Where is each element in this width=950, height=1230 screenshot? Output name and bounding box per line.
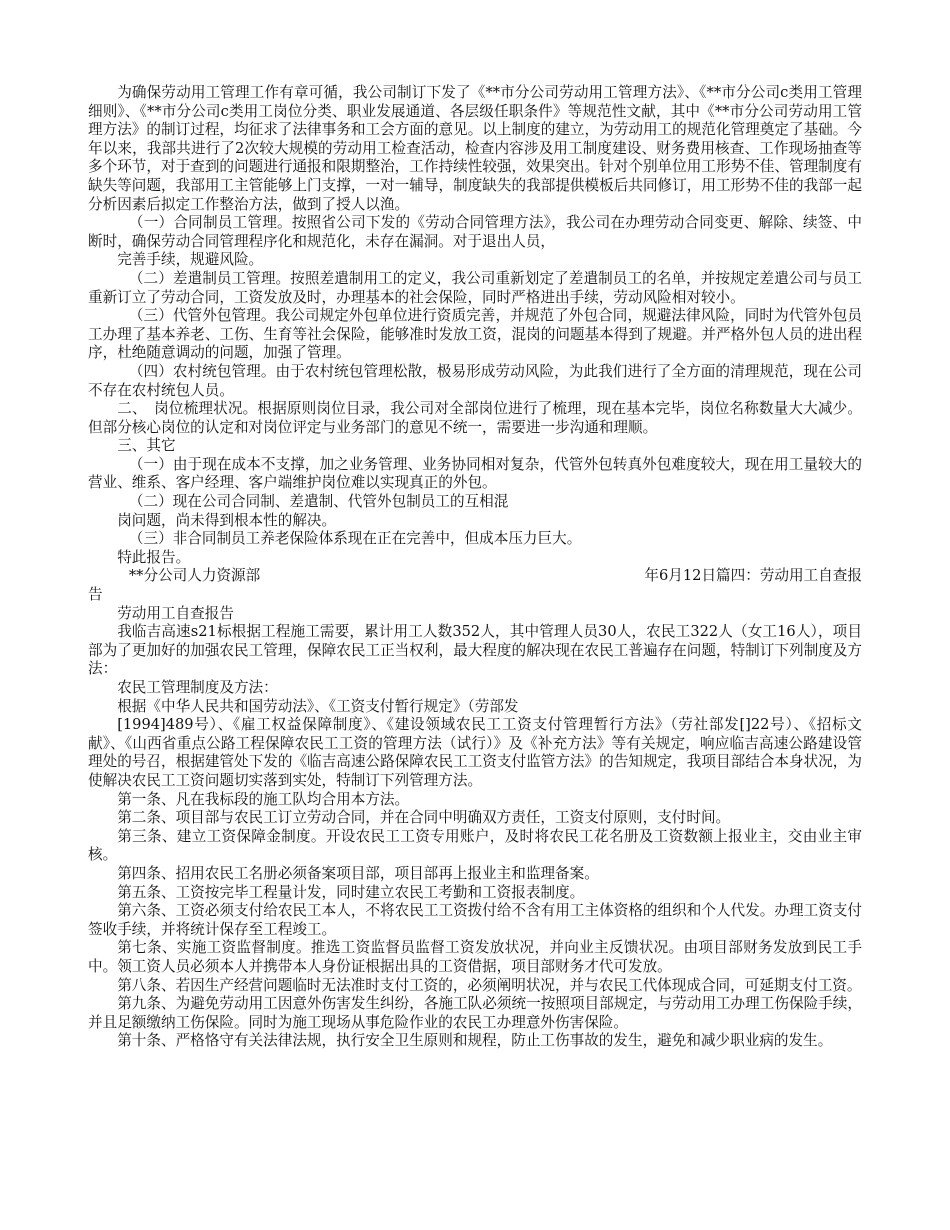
- section-dispatch-staff: （二）差遣制员工管理。按照差遣制用工的定义，我公司重新划定了差遣制员工的名单，并按规定差遣公司与员工重新订立了劳动合同，工资发放及时，办理基本的社会保险，同时严格进出手续，劳动风险相对较小。: [88, 269, 862, 306]
- article-9: 第九条、为避免劳动用工因意外伤害发生纠纷，各施工队必须统一按照项目部规定，与劳动用工办理工伤保险手续，并且足额缴纳工伤保险。同时为施工现场从事危险作业的农民工办理意外伤害保险。: [88, 995, 862, 1031]
- closing-line: 特此报告。: [117, 548, 191, 566]
- section-rural-contract: （四）农村统包管理。由于农村统包管理松散，极易形成劳动风险，为此我们进行了全方面的清理规范，现在公司不存在农村统包人员。: [88, 362, 862, 399]
- measures-heading: 农民工管理制度及方法：: [117, 679, 278, 696]
- signature-line: [88, 567, 862, 586]
- report-intro: 我临吉高速s21标根据工程施工需要，累计用工人数352人，其中管理人员30人，农民工322人（女工16人），项目部为了更加好的加强农民工管理，保障农民工正当权利，最大程度的解决现在农民工普遍存在问题，特制订下列制度及方法：: [88, 623, 862, 678]
- article-5: 第五条、工资按完毕工程量计发，同时建立农民工考勤和工资报表制度。: [117, 883, 585, 901]
- section-outsourcing: （三）代管外包管理。我公司规定外包单位进行资质完善，并规范了外包合同，规避法律风险，同时为代管外包员工办理了基本养老、工伤、生育等社会保险，能够准时发放工资，混岗的问题基本得到了规避。并严格外包人员的进出程序，杜绝随意调动的问题，加强了管理。: [88, 307, 862, 362]
- section-contract-staff-cont: 完善手续，规避风险。: [117, 251, 264, 269]
- article-7: 第七条、实施工资监督制度。推选工资监督员监督工资发放状况，并向业主反馈状况。由项目部财务发放到民工手中。领工资人员必须本人并携带本人身份证根据出具的工资借据，项目部财务才代可发放。: [88, 939, 862, 975]
- article-6: 第六条、工资必须支付给农民工本人，不将农民工工资拨付给不含有用工主体资格的组织和个人代发。办理工资支付签收手续，并将统计保存至工程竣工。: [88, 902, 862, 938]
- section-post-review: 二、 岗位梳理状况。根据原则岗位目录，我公司对全部岗位进行了梳理，现在基本完毕，岗位名称数量大大减少。但部分核心岗位的认定和对岗位评定与业务部门的意见不统一，需要进一步沟通和理顺。: [88, 400, 862, 436]
- heading-other: 三、其它: [117, 437, 176, 455]
- section-contract-staff: （一）合同制员工管理。按照省公司下发的《劳动合同管理方法》，我公司在办理劳动合同变更、解除、续签、中断时，确保劳动合同管理程序化和规范化，未存在漏洞。对于退出人员，: [88, 214, 862, 250]
- article-1: 第一条、凡在我标段的施工队均合用本方法。: [117, 790, 410, 808]
- basis-paragraph: [1994]489号）、《雇工权益保障制度》、《建设领域农民工工资支付管理暂行方法》（劳社部发[]22号）、《招标文献》、《山西省重点公路工程保障农民工工资的管理方法（试行）》及《补充方法》等有关规定，响应临吉高速公路建设管理处的号召，根据建管处下发的《临吉高速公路保障农民工工资支付监管方法》的告知规定，我项目部结合本身状况，为使解决农民工工资问题切实落到实处，特制订下列管理方法。: [88, 716, 862, 789]
- signature-org: **分公司人力资源部: [128, 567, 261, 585]
- other-item-2: （二）现在公司合同制、差遣制、代管外包制员工的互相混: [128, 493, 509, 511]
- article-10: 第十条、严格恪守有关法律法规，执行安全卫生原则和规程，防止工伤事故的发生，避免和减少职业病的发生。: [117, 1032, 833, 1050]
- other-item-1: （一）由于现在成本不支撑，加之业务管理、业务协同相对复杂，代管外包转真外包难度较大，现在用工量较大的营业、维系、客户经理、客户端维护岗位难以实现真正的外包。: [88, 455, 862, 492]
- other-item-2-cont: 岗问题，尚未得到根本性的解决。: [117, 511, 337, 529]
- article-8: 第八条、若因生产经营问题临时无法准时支付工资的，必须阐明状况，并与农民工代体现成合同，可延期支付工资。: [117, 976, 862, 994]
- signature-cont: 告: [88, 586, 103, 604]
- article-4: 第四条、招用农民工名册必须备案项目部，项目部再上报业主和监理备案。: [117, 864, 599, 882]
- article-2: 第二条、项目部与农民工订立劳动合同，并在合同中明确双方责任，工资支付原则，支付时间。: [117, 809, 731, 827]
- signature-date: 年6月12日篇四：劳动用工自查报: [644, 567, 862, 585]
- other-item-3: （三）非合同制员工养老保险体系现在正在完善中，但成本压力巨大。: [128, 530, 582, 548]
- intro-paragraph: 为确保劳动用工管理工作有章可循，我公司制订下发了《**市分公司劳动用工管理方法》、《**市分公司c类用工管理细则》、《**市分公司c类用工岗位分类、职业发展通道、各层级任职条件》等规范性文献，其中《**市分公司劳动用工管理方法》的制订过程，均征求了法律事务和工会方面的意见。以上制度的建立，为劳动用工的规范化管理奠定了基础。今年以来，我部共进行了2次较大规模的劳动用工检查活动，检查内容涉及用工制度建设、财务费用核查、工作现场抽查等多个环节，对于查到的问题进行通报和限期整治，工作持续性较强，效果突出。针对个别单位用工形势不佳、管理制度有缺失等问题，我部用工主管能够上门支撑，一对一辅导，制度缺失的我部提供模板后共同修订，用工形势不佳的我部一起分析因素后拟定工作整治方法，做到了授人以渔。: [88, 84, 862, 213]
- basis-line: 根据《中华人民共和国劳动法》、《工资支付暂行规定》（劳部发: [117, 697, 519, 715]
- article-3: 第三条、建立工资保障金制度。开设农民工工资专用账户，及时将农民工花名册及工资数额上报业主，交由业主审核。: [88, 827, 862, 864]
- report-title: 劳动用工自查报告: [117, 604, 234, 622]
